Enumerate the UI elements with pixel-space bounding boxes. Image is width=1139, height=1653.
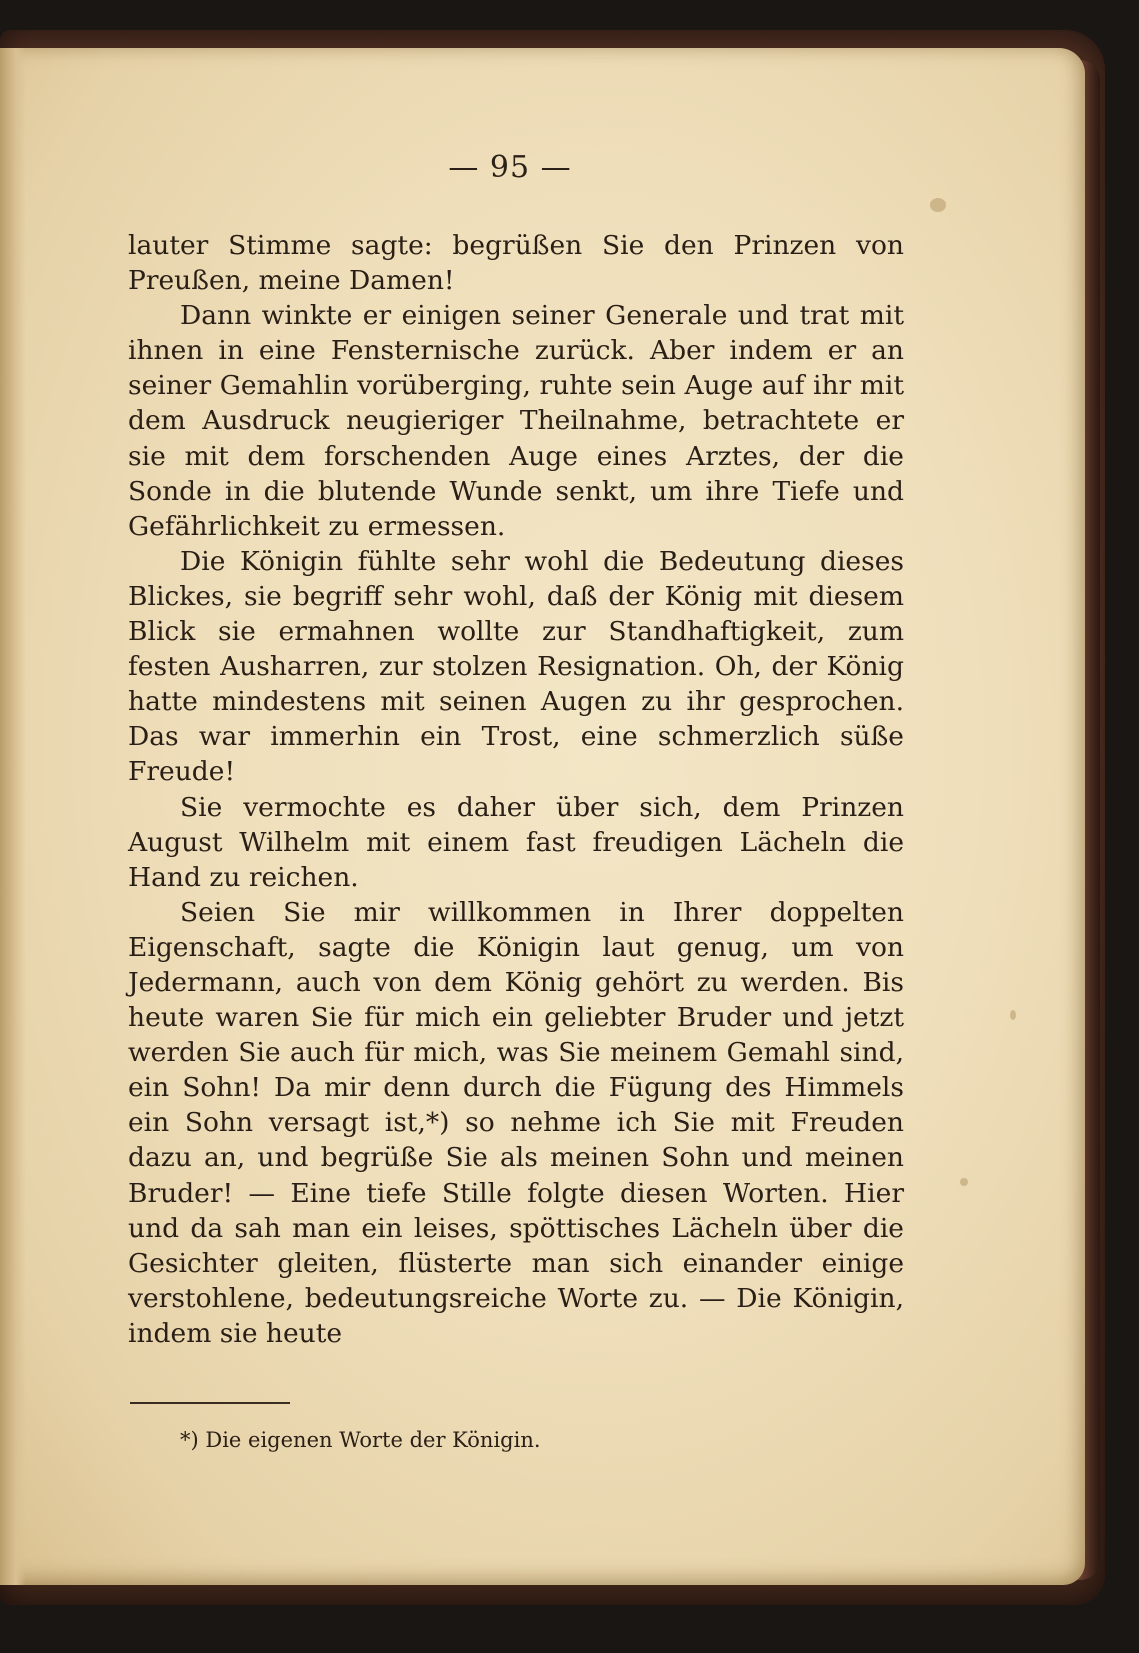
page-number: — 95 —: [448, 150, 572, 185]
paragraph: Sie vermochte es daher über sich, dem Prinzen August Wilhelm mit einem fast freudigen Lächeln die Hand zu reichen.: [128, 791, 904, 893]
paragraph: lauter Stimme sagte: begrüßen Sie den Prinzen von Preußen, meine Damen!: [128, 230, 904, 297]
paper-stain: [930, 198, 946, 212]
paragraph: Dann winkte er einigen seiner Generale und trat mit ihnen in eine Fensternische zurück. Aber indem er an seiner Gemahlin vorüberging, ruhte sein Auge auf ihr mit dem Ausdruck neugieriger Theilnahme, betrachtete er sie mit dem forschenden Auge eines Arztes, der die Sonde in die blutende Wunde senkt, um ihre Tiefe und Gefährlichkeit zu ermessen.: [128, 300, 904, 542]
paragraph: Die Königin fühlte sehr wohl die Bedeutung dieses Blickes, sie begriff sehr wohl, daß der König mit diesem Blick sie ermahnen wollte zur Standhaftigkeit, zum festen Ausharren, zur stolzen Resignation. Oh, der König hatte mindestens mit seinen Augen zu ihr gesprochen. Das war immerhin ein Trost, eine schmerzlich süße Freude!: [128, 545, 904, 788]
footnote: *) Die eigenen Worte der Königin.: [180, 1428, 541, 1452]
paper-stain: [960, 1178, 968, 1186]
body-text: [128, 228, 904, 1351]
paragraph: Seien Sie mir willkommen in Ihrer doppelten Eigenschaft, sagte die Königin laut genug, um von Jedermann, auch von dem König gehört zu werden. Bis heute waren Sie für mich ein geliebter Bruder und jetzt werden Sie auch für mich, was Sie meinem Gemahl sind, ein Sohn! Da mir denn durch die Fügung des Himmels ein Sohn versagt ist,*) so nehme ich Sie mit Freuden dazu an, und begrüße Sie als meinen Sohn und meinen Bruder! — Eine tiefe Stille folgte diesen Worten. Hier und da sah man ein leises, spöttisches Lächeln über die Gesichter gleiten, flüsterte man sich einander einige verstohlene, bedeutungsreiche Worte zu. — Die Königin, indem sie heute: [128, 896, 904, 1349]
footnote-rule: [130, 1402, 290, 1404]
page-gutter: [0, 48, 26, 1585]
paper-stain: [1010, 1010, 1016, 1020]
